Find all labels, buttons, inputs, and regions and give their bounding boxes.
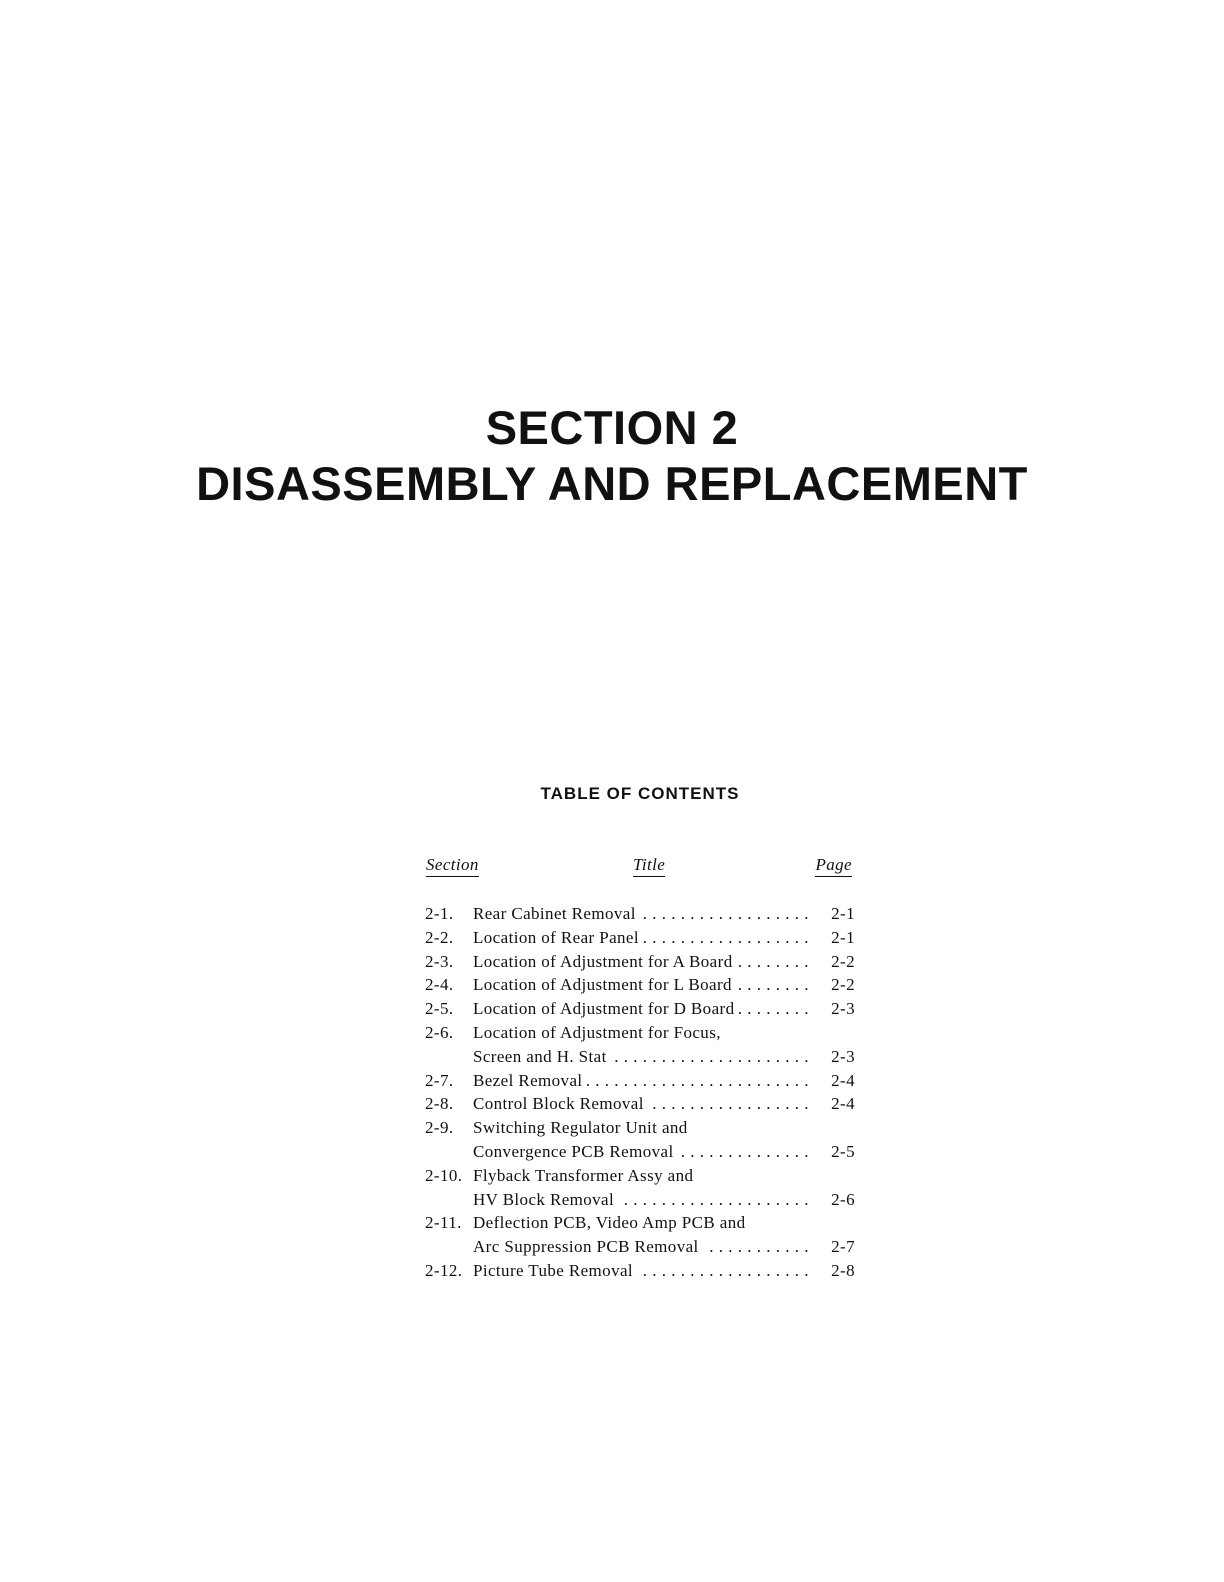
toc-entry-page: 2-1 [809, 902, 855, 926]
toc-entry-title: Switching Regulator Unit and [473, 1118, 692, 1137]
toc-entry [425, 950, 855, 974]
toc-entry [425, 1021, 855, 1045]
toc-entry-number: 2-5. [425, 999, 454, 1019]
toc-entry-page: 2-3 [809, 1045, 855, 1069]
toc-entry-number: 2-3. [425, 951, 454, 971]
toc-entry-title-cell [473, 1045, 809, 1069]
toc-entry-title: Flyback Transformer Assy and [473, 1166, 697, 1185]
toc-title: TABLE OF CONTENTS [540, 784, 740, 803]
toc-entry-page: 2-3 [809, 997, 855, 1021]
toc-entry-title-cell [473, 1069, 809, 1093]
toc-entry-page: 2-1 [809, 926, 855, 950]
toc-entry-title: Control Block Removal [473, 1094, 648, 1113]
toc-entry-title-cell [473, 1164, 809, 1188]
toc-entry [425, 1164, 855, 1188]
toc-entry [425, 997, 855, 1021]
toc-entry [425, 1235, 855, 1259]
toc-header-section: Section [426, 854, 479, 877]
toc-entry-number: 2-10. [425, 1165, 463, 1185]
toc-entry-title: Screen and H. Stat [473, 1047, 611, 1066]
toc-entry-title-cell [473, 1259, 809, 1283]
toc-entry-title: HV Block Removal [473, 1190, 618, 1209]
toc-entry-page: 2-2 [809, 950, 855, 974]
toc-entry-number: 2-12. [425, 1260, 463, 1280]
toc-entry-number: 2-8. [425, 1094, 454, 1114]
section-title: DISASSEMBLY AND REPLACEMENT [196, 457, 1028, 510]
toc-entry-title-cell [473, 902, 809, 926]
toc-entry-title: Arc Suppression PCB Removal [473, 1237, 703, 1256]
toc-entry-title: Location of Adjustment for D Board [473, 999, 738, 1018]
toc-entry-title-cell [473, 1092, 809, 1116]
toc-entry [425, 902, 855, 926]
toc-entry [425, 1188, 855, 1212]
toc-entry-title: Bezel Removal [473, 1071, 587, 1090]
toc-entry [425, 1069, 855, 1093]
toc-entry-page: 2-7 [809, 1235, 855, 1259]
toc-entry-title-cell [473, 1116, 809, 1140]
toc-entry [425, 1116, 855, 1140]
toc-entry-title: Rear Cabinet Removal [473, 904, 640, 923]
table-of-contents [425, 854, 855, 1283]
toc-entry-page: 2-4 [809, 1069, 855, 1093]
toc-entry-page: 2-8 [809, 1259, 855, 1283]
toc-entry-number: 2-11. [425, 1213, 462, 1233]
toc-entry-title-cell [473, 1140, 809, 1164]
toc-header-title: Title [633, 854, 665, 877]
toc-entry [425, 1045, 855, 1069]
toc-entry-title: Convergence PCB Removal [473, 1142, 678, 1161]
toc-entry-page: 2-2 [809, 973, 855, 997]
toc-entry-title-cell [473, 973, 809, 997]
toc-entries [425, 902, 855, 1283]
toc-entry [425, 1259, 855, 1283]
toc-entry-title: Location of Adjustment for Focus, [473, 1023, 725, 1042]
section-heading [0, 400, 1224, 512]
toc-entry-title: Location of Adjustment for L Board [473, 975, 736, 994]
toc-entry [425, 973, 855, 997]
toc-entry-page: 2-5 [809, 1140, 855, 1164]
toc-entry-title: Location of Rear Panel [473, 928, 643, 947]
toc-entry-title-cell [473, 1211, 809, 1235]
toc-entry-page: 2-6 [809, 1188, 855, 1212]
toc-entry-number: 2-1. [425, 904, 454, 923]
toc-entry-number: 2-7. [425, 1070, 454, 1090]
toc-entry-number: 2-2. [425, 927, 454, 947]
toc-entry-title-cell [473, 1021, 809, 1045]
toc-entry [425, 1092, 855, 1116]
toc-entry [425, 1140, 855, 1164]
toc-entry [425, 1211, 855, 1235]
toc-entry-title-cell [473, 997, 809, 1021]
toc-entry-number: 2-4. [425, 975, 454, 995]
toc-entry-number: 2-9. [425, 1118, 454, 1138]
toc-header-row [425, 854, 855, 878]
toc-entry-title: Location of Adjustment for A Board [473, 952, 737, 971]
toc-entry-number: 2-6. [425, 1022, 454, 1042]
toc-entry-title-cell [473, 1188, 809, 1212]
section-number: SECTION 2 [485, 401, 739, 454]
toc-entry [425, 926, 855, 950]
toc-entry-page: 2-4 [809, 1092, 855, 1116]
toc-entry-title: Deflection PCB, Video Amp PCB and [473, 1213, 750, 1232]
toc-header-page: Page [815, 854, 852, 877]
toc-entry-title-cell [473, 926, 809, 950]
toc-entry-title-cell [473, 950, 809, 974]
toc-entry-title-cell [473, 1235, 809, 1259]
toc-entry-title: Picture Tube Removal [473, 1261, 637, 1280]
